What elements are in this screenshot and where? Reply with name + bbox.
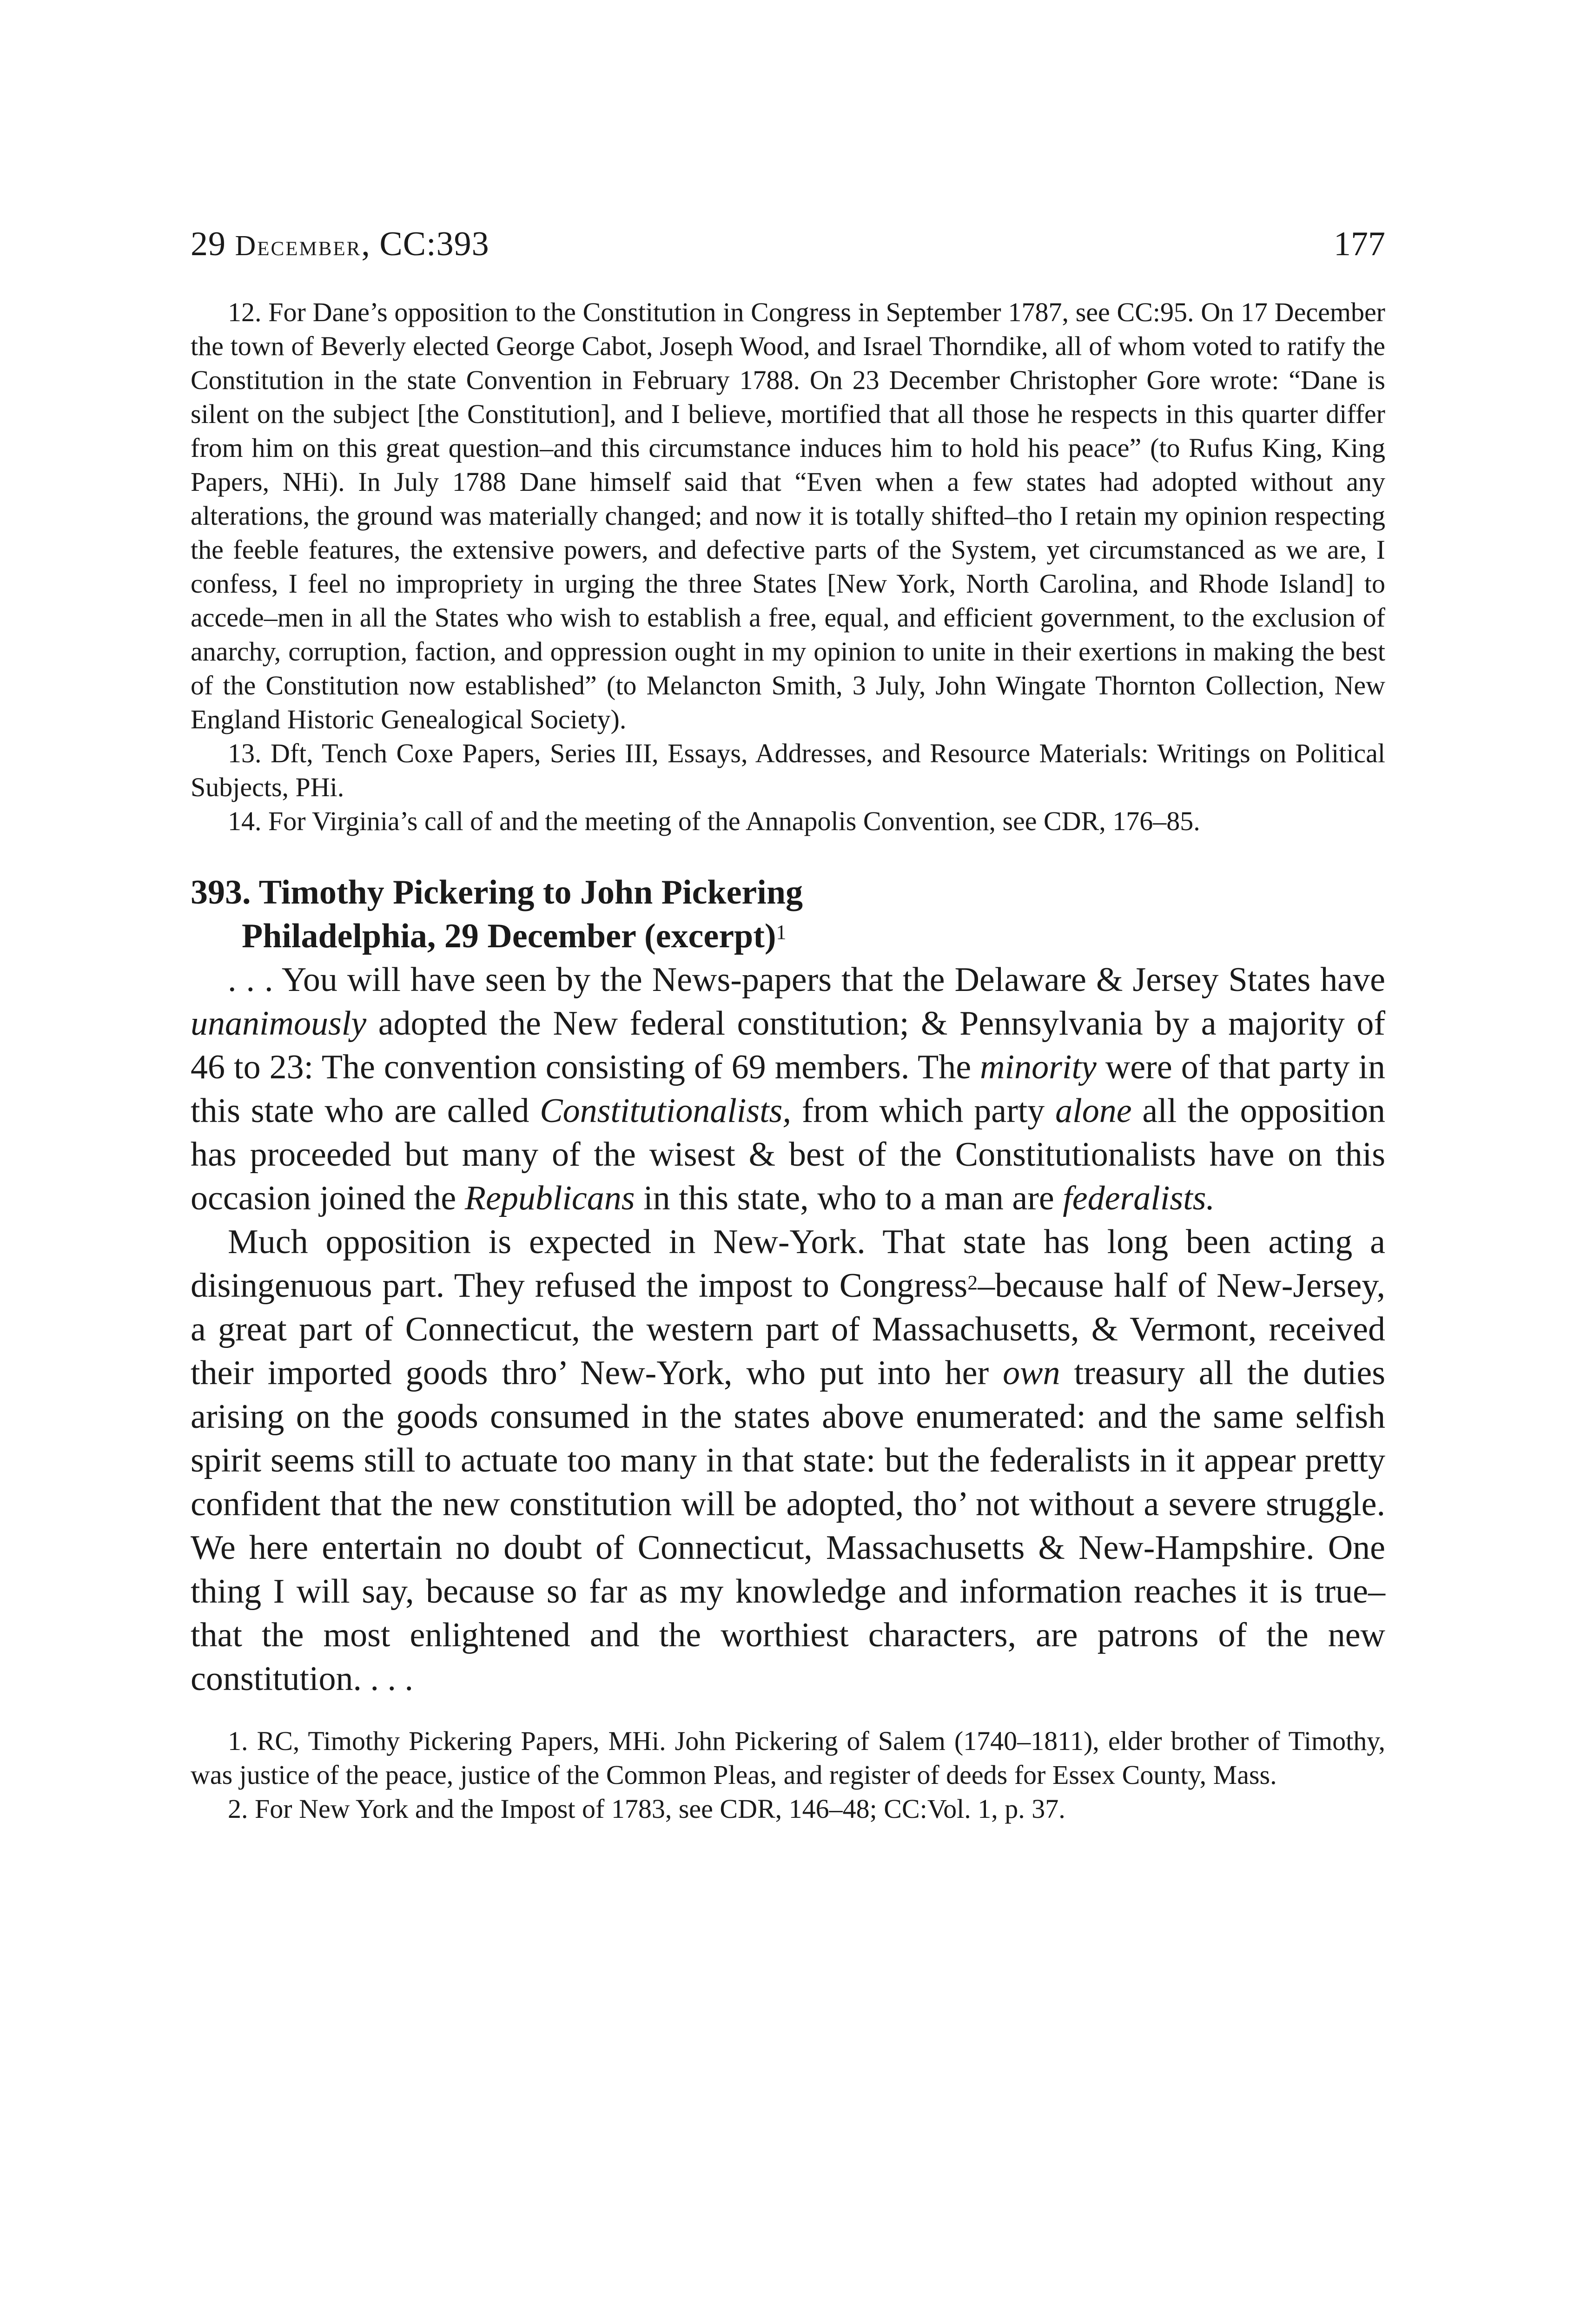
document-heading: [191, 871, 1385, 958]
note-13: 13. Dft, Tench Coxe Papers, Series III, Essays, Addresses, and Resource Materials: Writings on Political Subjects, PHi.: [191, 738, 1385, 802]
text-run: –because half of New-Jersey, a great part of Connecticut, the western part of Massachusetts, & Vermont, received their imported goods thro’ New-York, who put into her: [191, 1267, 1385, 1392]
text-run: were of that party in this state who are called: [191, 1048, 1385, 1130]
letter-paragraph-1: [191, 958, 1385, 1220]
document-notes: [191, 1724, 1385, 1826]
italic-run: minority: [980, 1048, 1097, 1086]
running-head-date: 29: [191, 225, 235, 263]
letter-text: [191, 958, 1385, 1701]
italic-run: federalists.: [1063, 1179, 1215, 1217]
document-heading-dateline: [191, 914, 1385, 958]
page-number: 177: [1334, 225, 1385, 263]
text-run: . . . You will have seen by the News-papers that the Delaware & Jersey States have: [228, 961, 1385, 999]
text-run: treasury all the duties arising on the goods consumed in the states above enumerated: and the same selfish spirit seems still to actuate too many in that state: but the federalists in it appear pretty confident that the new constitution will be adopted, tho’ not without a severe struggle. We here entertain no doubt of Connecticut, Massachusetts & New-Hampshire. One thing I will say, because so far as my knowledge and information reaches it is true–that the most enlightened and the worthiest characters, are patrons of the new constitution. . . .: [191, 1354, 1385, 1698]
note-14: 14. For Virginia’s call of and the meeting of the Annapolis Convention, see CDR, 176–85.: [228, 806, 1200, 836]
italic-run: alone: [1055, 1092, 1132, 1130]
running-head-title: [191, 218, 489, 271]
note-12: 12. For Dane’s opposition to the Constitution in Congress in September 1787, see CC:95. On 17 December the town of Beverly elected George Cabot, Joseph Wood, and Israel Thorndike, all of whom voted to ratify the Constitution in the state Convention in February 1788. On 23 December Christopher Gore wrote: “Dane is silent on the subject [the Constitution], and I believe, mortified that all those he respects in this quarter differ from him on this great question–and this circumstance induces him to hold his peace” (to Rufus King, King Papers, NHi). In July 1788 Dane himself said that “Even when a few states had adopted without any alterations, the ground was materially changed; and now it is totally shifted–tho I retain my opinion respecting the feeble features, the extensive powers, and defective parts of the System, yet circumstanced as we are, I confess, I feel no impropriety in urging the three States [New York, North Carolina, and Rhode Island] to accede–men in all the States who wish to establish a free, equal, and efficient government, to the exclusion of anarchy, corruption, faction, and oppression ought in my opinion to unite in their exertions in making the best of the Constitution now established” (to Melancton Smith, 3 July, John Wingate Thornton Collection, New England Historic Genealogical Society).: [191, 297, 1385, 734]
document-heading-place-date: Philadelphia, 29 December (excerpt): [242, 917, 776, 955]
note-1: 1. RC, Timothy Pickering Papers, MHi. John Pickering of Salem (1740–1811), elder brother of Timothy, was justice of the peace, justice of the Common Pleas, and register of deeds for Essex County, Mass.: [191, 1726, 1385, 1790]
running-head-month: December: [235, 230, 362, 262]
running-head: [191, 218, 1385, 270]
italic-run: Republicans: [464, 1179, 635, 1217]
text-run: all the opposition has proceeded but many of the wisest & best of the Constitutionalists have on this occasion joined the: [191, 1092, 1385, 1217]
text-run: adopted the New federal constitution; & Pennsylvania by a majority of 46 to 23: The convention consisting of 69 members. The: [191, 1004, 1385, 1086]
italic-run: Constitutionalists,: [540, 1092, 791, 1130]
book-page: [191, 218, 1385, 1826]
previous-document-notes: [191, 295, 1385, 838]
text-run: from which party: [791, 1092, 1056, 1130]
document-heading-title: 393. Timothy Pickering to John Pickering: [191, 873, 803, 911]
italic-run: own: [1003, 1354, 1060, 1392]
text-run: in this state, who to a man are: [635, 1179, 1063, 1217]
text-run: Much opposition is expected in New-York. That state has long been acting a disingenuous part. They refused the impost to Congress: [191, 1223, 1385, 1305]
heading-footnote-ref: 1: [776, 921, 787, 944]
running-head-cc-ref: , CC:393: [361, 225, 489, 263]
letter-paragraph-2: [191, 1220, 1385, 1701]
italic-run: unanimously: [191, 1004, 367, 1043]
note-2: 2. For New York and the Impost of 1783, see CDR, 146–48; CC:Vol. 1, p. 37.: [228, 1794, 1065, 1824]
footnote-ref: 2: [967, 1271, 978, 1294]
